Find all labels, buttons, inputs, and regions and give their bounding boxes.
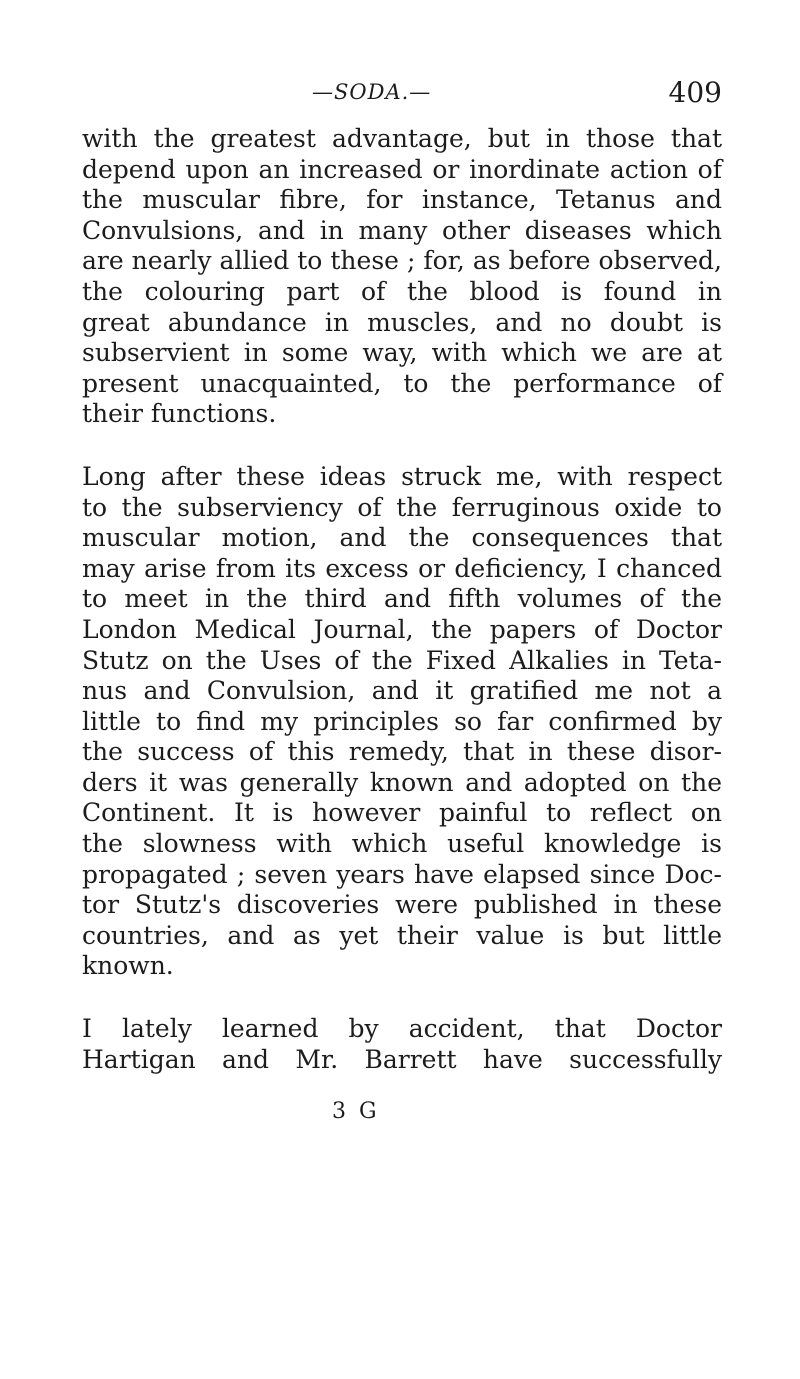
- text-line: great abundance in muscles, and no doubt is: [82, 307, 722, 337]
- paragraph-3: [82, 1014, 722, 1075]
- text-line: muscular motion, and the consequences that: [82, 523, 722, 553]
- body-text: [82, 124, 722, 1075]
- running-head: —SODA.—: [312, 80, 432, 104]
- text-line: nus and Convulsion, and it gratified me not a: [82, 676, 722, 706]
- paragraph-2: [82, 462, 722, 982]
- text-line: I lately learned by accident, that Doctor: [82, 1014, 722, 1044]
- text-line: depend upon an increased or inordinate action of: [82, 154, 722, 184]
- text-line: are nearly allied to these ; for, as before observed,: [82, 246, 722, 276]
- paragraph-gap: [82, 982, 722, 1014]
- text-line: countries, and as yet their value is but little: [82, 920, 722, 950]
- text-line: ders it was generally known and adopted on the: [82, 767, 722, 797]
- text-line: Continent. It is however painful to reflect on: [82, 798, 722, 828]
- text-line: subservient in some way, with which we are at: [82, 338, 722, 368]
- text-line: to meet in the third and fifth volumes of the: [82, 584, 722, 614]
- paragraph-gap: [82, 430, 722, 462]
- text-line: may arise from its excess or deficiency, I chanced: [82, 553, 722, 583]
- text-line: with the greatest advantage, but in those that: [82, 124, 722, 153]
- text-line: the colouring part of the blood is found in: [82, 276, 722, 306]
- text-line: little to find my principles so far confirmed by: [82, 706, 722, 736]
- paragraph-1: [82, 124, 722, 430]
- text-line: the success of this remedy, that in these disor-: [82, 737, 722, 767]
- text-line: London Medical Journal, the papers of Doctor: [82, 614, 722, 644]
- text-line: Long after these ideas struck me, with respect: [82, 461, 722, 491]
- text-line: the muscular fibre, for instance, Tetanus and: [82, 185, 722, 215]
- page-number: 409: [668, 76, 722, 109]
- text-line: Convulsions, and in many other diseases which: [82, 215, 722, 245]
- text-line: known.: [82, 951, 174, 981]
- text-line: to the subserviency of the ferruginous oxide to: [82, 492, 722, 522]
- text-line: the slowness with which useful knowledge is: [82, 829, 722, 859]
- text-line: their functions.: [82, 399, 277, 429]
- page-header: [82, 76, 722, 116]
- text-line: Hartigan and Mr. Barrett have successfully: [82, 1044, 722, 1074]
- text-line: tor Stutz's discoveries were published in these: [82, 890, 722, 920]
- text-line: Stutz on the Uses of the Fixed Alkalies in Teta-: [82, 645, 722, 675]
- text-line: present unacquainted, to the performance of: [82, 368, 722, 398]
- text-line: propagated ; seven years have elapsed since Doc-: [82, 859, 722, 889]
- signature-mark: 3 G: [332, 1099, 380, 1124]
